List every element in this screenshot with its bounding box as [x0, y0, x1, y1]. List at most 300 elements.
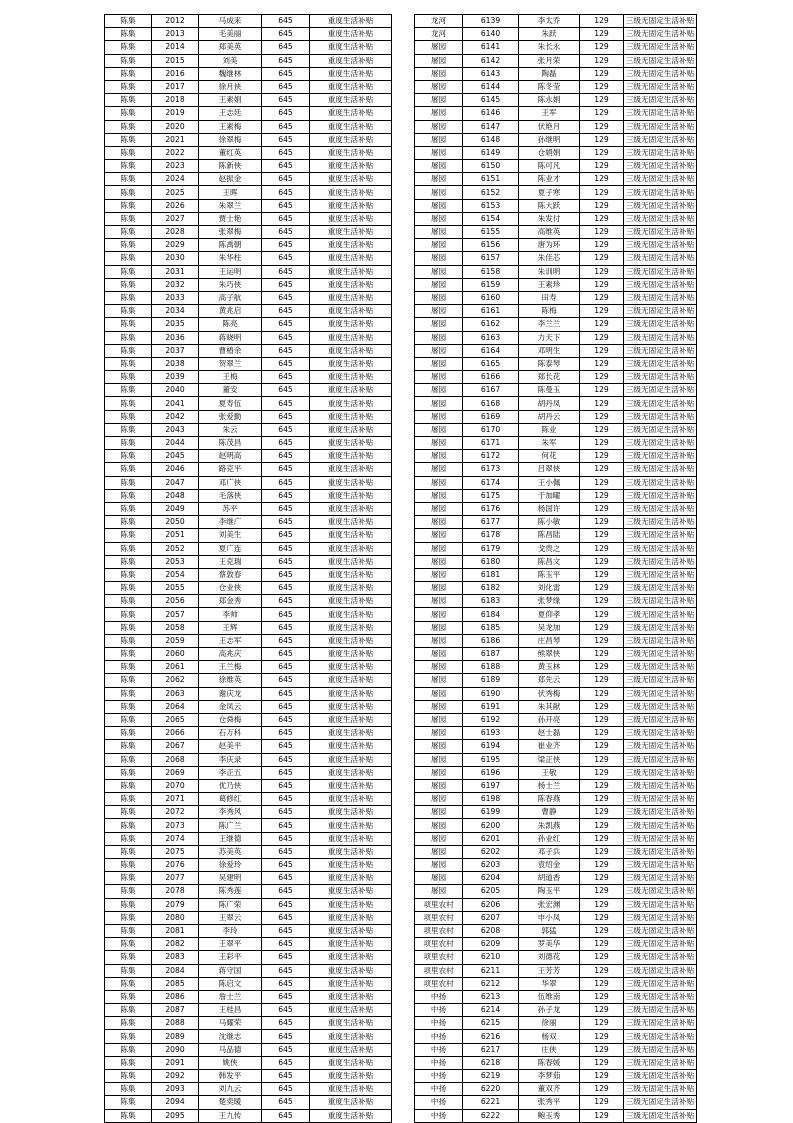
- town-cell: 屠园: [415, 502, 463, 515]
- table-row: [105, 463, 392, 476]
- name-cell: 朱凯燕: [519, 819, 580, 832]
- serial-cell: 2059: [152, 634, 199, 647]
- name-cell: 刘美: [199, 54, 262, 67]
- table-row: [105, 779, 392, 792]
- name-cell: 韩发平: [199, 1070, 262, 1083]
- name-cell: 朱跃: [519, 28, 580, 41]
- amount-cell: 645: [262, 582, 310, 595]
- amount-cell: 129: [580, 951, 624, 964]
- category-cell: 重度生活补贴: [310, 924, 392, 937]
- serial-cell: 2043: [152, 423, 199, 436]
- name-cell: 陶磊: [519, 67, 580, 80]
- town-cell: 陈集: [105, 1070, 152, 1083]
- town-cell: 项里农村: [415, 964, 463, 977]
- table-row: [105, 990, 392, 1003]
- town-cell: 陈集: [105, 186, 152, 199]
- table-row: [415, 832, 697, 845]
- table-row: [415, 1109, 697, 1122]
- name-cell: 徐翠梅: [199, 133, 262, 146]
- category-cell: 三级无固定生活补贴: [624, 146, 697, 159]
- table-row: [105, 977, 392, 990]
- category-cell: 三级无固定生活补贴: [624, 1004, 697, 1017]
- serial-cell: 6214: [463, 1004, 519, 1017]
- serial-cell: 6188: [463, 661, 519, 674]
- amount-cell: 129: [580, 357, 624, 370]
- amount-cell: 129: [580, 568, 624, 581]
- serial-cell: 2048: [152, 489, 199, 502]
- table-row: [415, 845, 697, 858]
- amount-cell: 645: [262, 437, 310, 450]
- town-cell: 陈集: [105, 397, 152, 410]
- amount-cell: 129: [580, 397, 624, 410]
- serial-cell: 6181: [463, 568, 519, 581]
- table-row: [415, 199, 697, 212]
- table-row: [105, 437, 392, 450]
- serial-cell: 2016: [152, 67, 199, 80]
- amount-cell: 645: [262, 252, 310, 265]
- category-cell: 三级无固定生活补贴: [624, 397, 697, 410]
- amount-cell: 129: [580, 582, 624, 595]
- name-cell: 董红英: [199, 146, 262, 159]
- name-cell: 姚侠: [199, 1056, 262, 1069]
- category-cell: 重度生活补贴: [310, 568, 392, 581]
- serial-cell: 6203: [463, 859, 519, 872]
- category-cell: 重度生活补贴: [310, 766, 392, 779]
- serial-cell: 6183: [463, 595, 519, 608]
- amount-cell: 129: [580, 54, 624, 67]
- category-cell: 重度生活补贴: [310, 502, 392, 515]
- amount-cell: 129: [580, 648, 624, 661]
- category-cell: 重度生活补贴: [310, 898, 392, 911]
- category-cell: 三级无固定生活补贴: [624, 753, 697, 766]
- table-row: [105, 529, 392, 542]
- amount-cell: 645: [262, 727, 310, 740]
- category-cell: 重度生活补贴: [310, 990, 392, 1003]
- table-row: [105, 397, 392, 410]
- serial-cell: 2032: [152, 278, 199, 291]
- town-cell: 陈集: [105, 212, 152, 225]
- town-cell: 陈集: [105, 911, 152, 924]
- town-cell: 陈集: [105, 463, 152, 476]
- name-cell: 陈秀莲: [199, 885, 262, 898]
- town-cell: 陈集: [105, 1043, 152, 1056]
- category-cell: 三级无固定生活补贴: [624, 529, 697, 542]
- category-cell: 三级无固定生活补贴: [624, 212, 697, 225]
- serial-cell: 2045: [152, 450, 199, 463]
- serial-cell: 6217: [463, 1043, 519, 1056]
- amount-cell: 129: [580, 450, 624, 463]
- category-cell: 重度生活补贴: [310, 344, 392, 357]
- category-cell: 三级无固定生活补贴: [624, 265, 697, 278]
- amount-cell: 129: [580, 595, 624, 608]
- category-cell: 重度生活补贴: [310, 278, 392, 291]
- name-cell: 王辉: [199, 621, 262, 634]
- serial-cell: 6197: [463, 779, 519, 792]
- town-cell: 屠园: [415, 278, 463, 291]
- serial-cell: 2085: [152, 977, 199, 990]
- category-cell: 三级无固定生活补贴: [624, 80, 697, 93]
- table-row: [105, 700, 392, 713]
- town-cell: 屠园: [415, 674, 463, 687]
- category-cell: 重度生活补贴: [310, 634, 392, 647]
- serial-cell: 2077: [152, 872, 199, 885]
- table-row: [105, 1083, 392, 1096]
- table-row: [105, 885, 392, 898]
- category-cell: 三级无固定生活补贴: [624, 924, 697, 937]
- town-cell: 屠园: [415, 621, 463, 634]
- table-row: [105, 80, 392, 93]
- serial-cell: 2094: [152, 1096, 199, 1109]
- town-cell: 屠园: [415, 859, 463, 872]
- name-cell: 高兆庆: [199, 648, 262, 661]
- amount-cell: 129: [580, 265, 624, 278]
- serial-cell: 6194: [463, 740, 519, 753]
- amount-cell: 645: [262, 120, 310, 133]
- name-cell: 陶玉平: [519, 885, 580, 898]
- table-row: [105, 713, 392, 726]
- category-cell: 重度生活补贴: [310, 80, 392, 93]
- serial-cell: 2087: [152, 1004, 199, 1017]
- name-cell: 黄玉林: [519, 661, 580, 674]
- category-cell: 三级无固定生活补贴: [624, 278, 697, 291]
- amount-cell: 129: [580, 239, 624, 252]
- serial-cell: 2039: [152, 371, 199, 384]
- serial-cell: 6158: [463, 265, 519, 278]
- town-cell: 陈集: [105, 410, 152, 423]
- category-cell: 三级无固定生活补贴: [624, 964, 697, 977]
- table-row: [105, 951, 392, 964]
- amount-cell: 645: [262, 265, 310, 278]
- table-row: [415, 872, 697, 885]
- table-row: [415, 41, 697, 54]
- table-row: [415, 911, 697, 924]
- serial-cell: 6180: [463, 555, 519, 568]
- category-cell: 三级无固定生活补贴: [624, 173, 697, 186]
- serial-cell: 6155: [463, 226, 519, 239]
- town-cell: 屠园: [415, 173, 463, 186]
- table-row: [415, 476, 697, 489]
- amount-cell: 645: [262, 344, 310, 357]
- category-cell: 重度生活补贴: [310, 700, 392, 713]
- category-cell: 三级无固定生活补贴: [624, 766, 697, 779]
- serial-cell: 6221: [463, 1096, 519, 1109]
- serial-cell: 6187: [463, 648, 519, 661]
- table-row: [105, 305, 392, 318]
- town-cell: 陈集: [105, 924, 152, 937]
- town-cell: 陈集: [105, 977, 152, 990]
- amount-cell: 129: [580, 687, 624, 700]
- amount-cell: 129: [580, 173, 624, 186]
- category-cell: 重度生活补贴: [310, 516, 392, 529]
- category-cell: 三级无固定生活补贴: [624, 832, 697, 845]
- name-cell: 路克平: [199, 463, 262, 476]
- amount-cell: 645: [262, 819, 310, 832]
- serial-cell: 6207: [463, 911, 519, 924]
- amount-cell: 645: [262, 793, 310, 806]
- town-cell: 项里农村: [415, 898, 463, 911]
- name-cell: 王桂昌: [199, 1004, 262, 1017]
- town-cell: 陈集: [105, 793, 152, 806]
- amount-cell: 129: [580, 278, 624, 291]
- category-cell: 重度生活补贴: [310, 845, 392, 858]
- town-cell: 陈集: [105, 740, 152, 753]
- name-cell: 马品德: [199, 1043, 262, 1056]
- amount-cell: 645: [262, 80, 310, 93]
- serial-cell: 2037: [152, 344, 199, 357]
- category-cell: 重度生活补贴: [310, 595, 392, 608]
- name-cell: 张翠梅: [199, 226, 262, 239]
- serial-cell: 6215: [463, 1017, 519, 1030]
- name-cell: 王翠云: [199, 911, 262, 924]
- category-cell: 三级无固定生活补贴: [624, 15, 697, 28]
- table-row: [415, 1070, 697, 1083]
- serial-cell: 2068: [152, 753, 199, 766]
- town-cell: 屠园: [415, 371, 463, 384]
- table-row: [415, 608, 697, 621]
- table-row: [415, 28, 697, 41]
- name-cell: 贺翠兰: [199, 357, 262, 370]
- serial-cell: 6151: [463, 173, 519, 186]
- serial-cell: 6165: [463, 357, 519, 370]
- table-row: [105, 727, 392, 740]
- name-cell: 王志廷: [199, 107, 262, 120]
- name-cell: 马耀荣: [199, 1017, 262, 1030]
- category-cell: 三级无固定生活补贴: [624, 489, 697, 502]
- amount-cell: 129: [580, 94, 624, 107]
- table-row: [105, 502, 392, 515]
- town-cell: 中扬: [415, 990, 463, 1003]
- serial-cell: 6200: [463, 819, 519, 832]
- serial-cell: 2031: [152, 265, 199, 278]
- town-cell: 陈集: [105, 885, 152, 898]
- serial-cell: 2071: [152, 793, 199, 806]
- serial-cell: 6177: [463, 516, 519, 529]
- serial-cell: 6166: [463, 371, 519, 384]
- table-row: [105, 331, 392, 344]
- name-cell: 徐维英: [199, 674, 262, 687]
- town-cell: 陈集: [105, 779, 152, 792]
- serial-cell: 6160: [463, 291, 519, 304]
- table-row: [415, 687, 697, 700]
- name-cell: 鲍玉秀: [519, 1109, 580, 1122]
- name-cell: 何花: [519, 450, 580, 463]
- category-cell: 三级无固定生活补贴: [624, 199, 697, 212]
- town-cell: 中扬: [415, 1083, 463, 1096]
- amount-cell: 645: [262, 291, 310, 304]
- amount-cell: 129: [580, 212, 624, 225]
- name-cell: 郑长花: [519, 371, 580, 384]
- category-cell: 重度生活补贴: [310, 463, 392, 476]
- serial-cell: 6171: [463, 437, 519, 450]
- serial-cell: 2056: [152, 595, 199, 608]
- name-cell: 邓子兵: [519, 845, 580, 858]
- serial-cell: 2035: [152, 318, 199, 331]
- table-row: [415, 160, 697, 173]
- town-cell: 项里农村: [415, 977, 463, 990]
- table-row: [415, 779, 697, 792]
- table-row: [105, 265, 392, 278]
- amount-cell: 645: [262, 951, 310, 964]
- table-row: [415, 766, 697, 779]
- serial-cell: 2014: [152, 41, 199, 54]
- amount-cell: 129: [580, 1043, 624, 1056]
- serial-cell: 6191: [463, 700, 519, 713]
- table-row: [105, 1043, 392, 1056]
- serial-cell: 2078: [152, 885, 199, 898]
- serial-cell: 2072: [152, 806, 199, 819]
- name-cell: 赵士磊: [519, 727, 580, 740]
- category-cell: 三级无固定生活补贴: [624, 463, 697, 476]
- name-cell: 陈业: [519, 423, 580, 436]
- town-cell: 陈集: [105, 713, 152, 726]
- serial-cell: 6210: [463, 951, 519, 964]
- table-row: [105, 542, 392, 555]
- name-cell: 杨国许: [519, 502, 580, 515]
- name-cell: 刘化雷: [519, 582, 580, 595]
- amount-cell: 645: [262, 713, 310, 726]
- name-cell: 贾士艳: [199, 212, 262, 225]
- table-row: [415, 621, 697, 634]
- town-cell: 陈集: [105, 423, 152, 436]
- town-cell: 陈集: [105, 819, 152, 832]
- town-cell: 陈集: [105, 700, 152, 713]
- amount-cell: 129: [580, 1083, 624, 1096]
- table-row: [415, 107, 697, 120]
- serial-cell: 2033: [152, 291, 199, 304]
- table-row: [415, 661, 697, 674]
- amount-cell: 645: [262, 661, 310, 674]
- amount-cell: 645: [262, 146, 310, 159]
- category-cell: 重度生活补贴: [310, 1004, 392, 1017]
- serial-cell: 2046: [152, 463, 199, 476]
- amount-cell: 645: [262, 529, 310, 542]
- serial-cell: 6139: [463, 15, 519, 28]
- table-row: [105, 819, 392, 832]
- table-row: [415, 898, 697, 911]
- table-row: [105, 1004, 392, 1017]
- town-cell: 陈集: [105, 582, 152, 595]
- table-row: [415, 568, 697, 581]
- table-row: [105, 252, 392, 265]
- name-cell: 陈小敏: [519, 516, 580, 529]
- serial-cell: 6185: [463, 621, 519, 634]
- amount-cell: 645: [262, 278, 310, 291]
- amount-cell: 645: [262, 1004, 310, 1017]
- amount-cell: 645: [262, 133, 310, 146]
- town-cell: 项里农村: [415, 951, 463, 964]
- table-row: [105, 120, 392, 133]
- town-cell: 屠园: [415, 766, 463, 779]
- amount-cell: 129: [580, 977, 624, 990]
- category-cell: 重度生活补贴: [310, 753, 392, 766]
- serial-cell: 6220: [463, 1083, 519, 1096]
- serial-cell: 6219: [463, 1070, 519, 1083]
- amount-cell: 645: [262, 990, 310, 1003]
- town-cell: 屠园: [415, 700, 463, 713]
- table-row: [105, 568, 392, 581]
- table-row: [415, 410, 697, 423]
- town-cell: 屠园: [415, 476, 463, 489]
- town-cell: 陈集: [105, 133, 152, 146]
- amount-cell: 645: [262, 1109, 310, 1122]
- category-cell: 重度生活补贴: [310, 1070, 392, 1083]
- name-cell: 孙子龙: [519, 1004, 580, 1017]
- table-row: [105, 41, 392, 54]
- table-row: [105, 1017, 392, 1030]
- name-cell: 毛美丽: [199, 28, 262, 41]
- name-cell: 王晖: [199, 186, 262, 199]
- name-cell: 罗美华: [519, 938, 580, 951]
- town-cell: 中扬: [415, 1017, 463, 1030]
- amount-cell: 645: [262, 1096, 310, 1109]
- name-cell: 李秀风: [199, 806, 262, 819]
- category-cell: 重度生活补贴: [310, 779, 392, 792]
- name-cell: 陈亮: [199, 318, 262, 331]
- town-cell: 屠园: [415, 450, 463, 463]
- amount-cell: 129: [580, 898, 624, 911]
- table-row: [105, 648, 392, 661]
- name-cell: 朱巧侠: [199, 278, 262, 291]
- serial-cell: 2070: [152, 779, 199, 792]
- amount-cell: 129: [580, 832, 624, 845]
- name-cell: 陈广荣: [199, 898, 262, 911]
- town-cell: 陈集: [105, 542, 152, 555]
- table-row: [105, 410, 392, 423]
- serial-cell: 2013: [152, 28, 199, 41]
- serial-cell: 2030: [152, 252, 199, 265]
- name-cell: 刘美生: [199, 529, 262, 542]
- table-row: [415, 15, 697, 28]
- serial-cell: 2080: [152, 911, 199, 924]
- category-cell: 重度生活补贴: [310, 872, 392, 885]
- category-cell: 重度生活补贴: [310, 727, 392, 740]
- town-cell: 屠园: [415, 687, 463, 700]
- category-cell: 重度生活补贴: [310, 160, 392, 173]
- serial-cell: 6190: [463, 687, 519, 700]
- town-cell: 龙河: [415, 15, 463, 28]
- name-cell: 高维英: [519, 226, 580, 239]
- category-cell: 重度生活补贴: [310, 608, 392, 621]
- name-cell: 曹静: [519, 806, 580, 819]
- town-cell: 陈集: [105, 28, 152, 41]
- name-cell: 李庆录: [199, 753, 262, 766]
- name-cell: 楚奕暖: [199, 1096, 262, 1109]
- category-cell: 重度生活补贴: [310, 239, 392, 252]
- name-cell: 郑金秀: [199, 595, 262, 608]
- town-cell: 陈集: [105, 964, 152, 977]
- town-cell: 屠园: [415, 779, 463, 792]
- category-cell: 重度生活补贴: [310, 793, 392, 806]
- amount-cell: 645: [262, 502, 310, 515]
- town-cell: 项里农村: [415, 924, 463, 937]
- amount-cell: 129: [580, 318, 624, 331]
- serial-cell: 2081: [152, 924, 199, 937]
- amount-cell: 645: [262, 634, 310, 647]
- town-cell: 陈集: [105, 516, 152, 529]
- table-row: [105, 845, 392, 858]
- serial-cell: 2088: [152, 1017, 199, 1030]
- category-cell: 重度生活补贴: [310, 437, 392, 450]
- serial-cell: 6164: [463, 344, 519, 357]
- category-cell: 重度生活补贴: [310, 186, 392, 199]
- table-row: [415, 212, 697, 225]
- serial-cell: 6176: [463, 502, 519, 515]
- table-row: [415, 1056, 697, 1069]
- table-row: [105, 555, 392, 568]
- table-row: [105, 634, 392, 647]
- town-cell: 陈集: [105, 845, 152, 858]
- town-cell: 屠园: [415, 133, 463, 146]
